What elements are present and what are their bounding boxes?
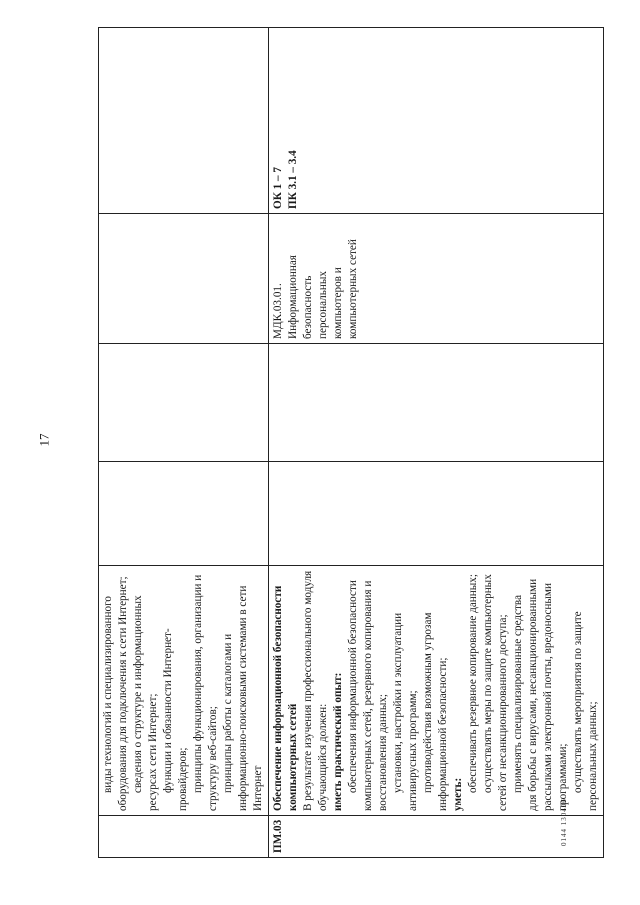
pm03-line: применять специализированные средства: [512, 594, 524, 793]
hours-cell-continuation: [99, 462, 269, 566]
continuation-line: принципы работы с каталогами и: [222, 633, 234, 793]
pm03-line: осуществлять мероприятия по защите: [572, 611, 584, 793]
course-cell-continuation: [99, 214, 269, 344]
continuation-line: сведения о структуре и информационных: [132, 595, 144, 793]
pm03-line: обучающийся должен:: [317, 703, 329, 811]
table-row-pm03: [269, 28, 604, 858]
module-title: Обеспечение информационной безопасности компьютерных сетей: [272, 585, 299, 811]
competency-line: ПК 3.1 – 3.4: [287, 150, 299, 209]
course-line: компьютеров и: [332, 267, 344, 339]
curriculum-table: [98, 27, 604, 858]
index-cell-pm03: [269, 344, 604, 462]
code-cell-continuation: [99, 816, 269, 858]
pm03-line: обеспечивать резервное копирование данных;: [467, 574, 479, 793]
pm03-line: противодействия возможным угрозам: [422, 612, 434, 793]
pm03-line: компьютерных сетей, резервного копирования и: [362, 580, 374, 811]
index-cell-continuation: [99, 344, 269, 462]
pm03-line: программами;: [557, 743, 569, 811]
competencies-cell-pm03: [269, 28, 604, 214]
pm03-line: восстановления данных;: [377, 693, 389, 811]
pm03-line: рассылками электронной почты, вредоносными: [542, 583, 554, 811]
content-cell-pm03: [269, 566, 604, 816]
pm03-line: установки, настройки и эксплуатации: [392, 612, 404, 793]
course-line: безопасность: [302, 275, 314, 339]
pm03-line: информационной безопасности;: [437, 657, 449, 811]
pm03-line: иметь практический опыт:: [332, 672, 344, 811]
content-cell-continuation: [99, 566, 269, 816]
footer-code: 0144 130406: [560, 798, 568, 846]
rotated-page: [98, 28, 599, 858]
table-row-continuation: [99, 28, 269, 858]
pm03-line: для борьбы с вирусами, несанкционированными: [527, 578, 539, 811]
continuation-line: структуру веб-сайтов;: [207, 706, 219, 811]
pm03-line: сетей от несанкционированного доступа;: [497, 614, 509, 811]
pm03-line: осуществлять меры по защите компьютерных: [482, 574, 494, 793]
course-line: компьютерных сетей: [347, 239, 359, 339]
page-number: 17: [36, 433, 52, 447]
pm03-line: уметь:: [452, 777, 464, 811]
course-line: персональных: [317, 271, 329, 339]
continuation-line: оборудования для подключения к сети Интернет;: [117, 576, 129, 811]
continuation-line: информационно-поисковыми системами в сети: [237, 585, 249, 811]
continuation-line: виды технологий и специализированного: [102, 595, 114, 793]
continuation-line: принципы функционирования, организации и: [192, 574, 204, 793]
course-line: Информационная: [287, 255, 299, 339]
pm03-line: В результате изучения профессионального модуля: [302, 570, 314, 811]
code-cell-pm03: ПМ.03: [269, 816, 604, 858]
competency-line: ОК 1 – 7: [272, 167, 284, 209]
pm03-line: антивирусных программ;: [407, 690, 419, 811]
continuation-line: Интернет: [252, 765, 264, 811]
continuation-line: функции и обязанности Интернет-провайдеров;: [162, 628, 189, 811]
module-description: [301, 570, 601, 811]
continuation-line: ресурсах сети Интернет;: [147, 693, 159, 811]
hours-cell-pm03: [269, 462, 604, 566]
competencies-cell-continuation: [99, 28, 269, 214]
course-line: МДК.03.01.: [272, 283, 284, 339]
pm03-line: персональных данных;: [587, 701, 599, 811]
pm03-line: обеспечения информационной безопасности: [347, 580, 359, 793]
course-cell-pm03: [269, 214, 604, 344]
